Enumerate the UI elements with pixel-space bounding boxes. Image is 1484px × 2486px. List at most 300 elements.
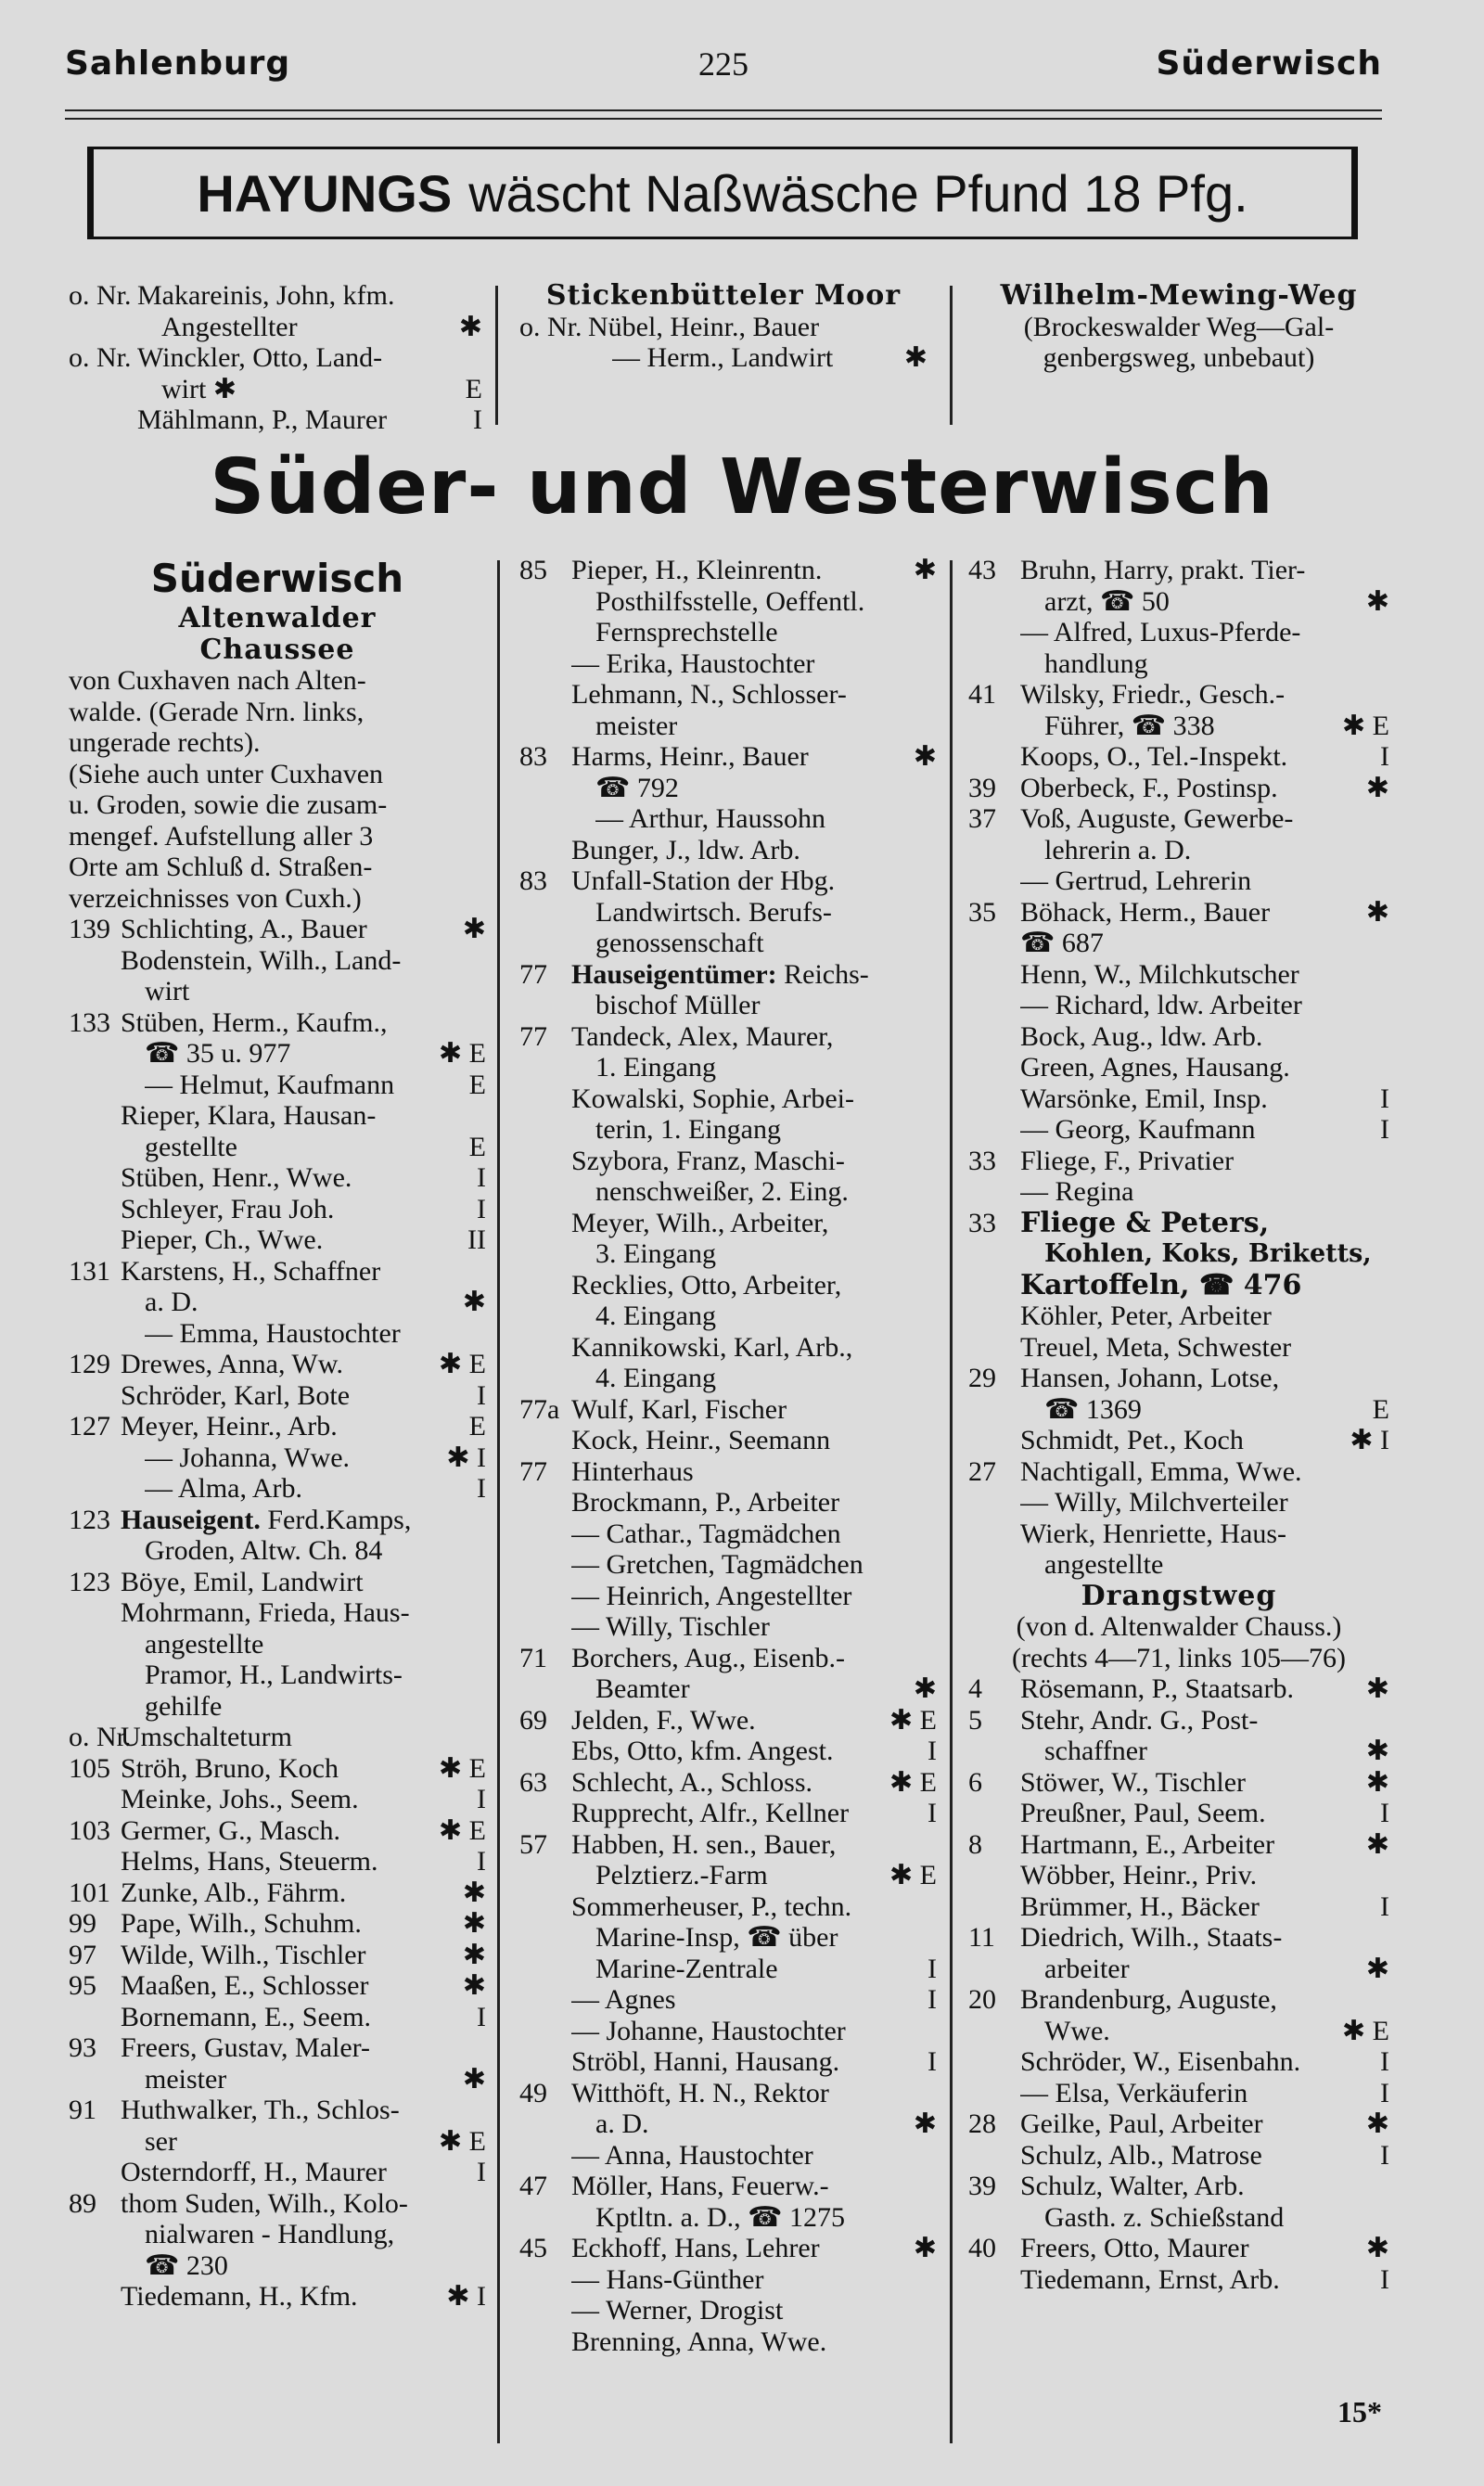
entry-text: Borchers, Aug., Eisenb.-: [571, 1642, 845, 1673]
entry-line: [519, 1021, 937, 1053]
entry-text: Winckler, Otto, Land-: [137, 342, 383, 373]
column-divider: [950, 560, 953, 2443]
entry-line: [69, 1753, 486, 1785]
entry-marker: ✱ E: [439, 1814, 486, 1846]
entry-text: meister: [145, 2063, 227, 2095]
entry-text: Posthilfsstelle, Oeffentl.: [595, 585, 865, 617]
house-number: 89: [69, 2187, 96, 2219]
entry-text: Angestellter: [161, 311, 298, 342]
entry-line: [69, 1784, 486, 1815]
entry-line: [69, 2095, 486, 2126]
entry-text: Meinke, Johs., Seem.: [121, 1784, 359, 1814]
entry-text: Treuel, Meta, Schwester: [1020, 1331, 1292, 1363]
entry-marker: I: [1380, 2139, 1389, 2171]
entry-text: Tiedemann, Ernst, Arb.: [1020, 2263, 1280, 2295]
house-number: 41: [968, 679, 996, 710]
entry-line: [519, 1456, 937, 1488]
entry-marker: I: [477, 1473, 486, 1504]
entry-text: Makareinis, John, kfm.: [137, 280, 395, 311]
entry-text: Kowalski, Sophie, Arbei-: [571, 1083, 854, 1114]
entry-line: [69, 1659, 486, 1691]
entry-text: Schleyer, Frau Joh.: [121, 1193, 335, 1224]
entry-text: genossenschaft: [595, 928, 764, 958]
entry-line: [519, 2264, 937, 2296]
entry-marker: I: [928, 1953, 937, 1984]
entry-line: [519, 1736, 937, 1767]
entry-line: [519, 1363, 937, 1394]
entry-line: [519, 1146, 937, 1177]
entry-line: [69, 2126, 486, 2158]
entry-marker: ✱ E: [889, 1766, 937, 1798]
entry-text: — Cathar., Tagmädchen: [571, 1518, 841, 1549]
entry-marker: ✱: [458, 311, 482, 342]
entry-line: [968, 1114, 1389, 1146]
note-line: Orte am Schluß d. Straßen-: [69, 852, 373, 882]
entry-line: [519, 1611, 937, 1643]
house-number: 43: [968, 555, 996, 585]
entry-text: Germer, G., Masch.: [121, 1814, 341, 1846]
entry-text: Diedrich, Wilh., Staats-: [1020, 1922, 1283, 1953]
entry-text: Wöbber, Heinr., Priv.: [1020, 1860, 1258, 1890]
entry-text: Jelden, F., Wwe.: [571, 1704, 756, 1736]
entry-line: [519, 2016, 937, 2047]
entry-line: [968, 2108, 1389, 2140]
entry-text: handlung: [1044, 647, 1148, 679]
entry-line: [519, 1549, 937, 1581]
entry-line: [69, 1597, 486, 1629]
entry-text: — Hans-Günther: [571, 2263, 764, 2295]
entry-marker: ✱: [462, 1908, 486, 1939]
entry-marker: ✱: [1365, 1766, 1389, 1798]
column-divider: [497, 560, 500, 2443]
ad-brand: HAYUNGS: [197, 163, 453, 223]
entry-line: [519, 617, 937, 648]
entry-marker: I: [477, 1846, 486, 1877]
entry-marker: ✱: [462, 1287, 486, 1317]
entry-line: [519, 2108, 937, 2140]
house-number: 97: [69, 1939, 96, 1970]
entry-line: [69, 2032, 486, 2064]
entry-marker: ✱: [462, 2063, 486, 2095]
entry-line: [519, 1301, 937, 1332]
column-divider: [495, 286, 498, 425]
entry-text: Groden, Altw. Ch. 84: [145, 1535, 383, 1566]
entry-line: [968, 2202, 1389, 2234]
entry-line: [968, 617, 1389, 648]
entry-marker: ✱: [913, 741, 937, 772]
entry-line: [968, 1146, 1389, 1177]
entry-line: [519, 1114, 937, 1146]
house-number: o. Nr.: [69, 280, 132, 311]
entry-text: ser: [145, 2125, 177, 2157]
entry-text: — Alma, Arb.: [145, 1473, 302, 1504]
entry-marker: ✱ I: [446, 2281, 486, 2312]
house-number: 47: [519, 2171, 547, 2201]
entry-line: [69, 2250, 486, 2282]
column-3: [968, 555, 1389, 2295]
entry-line: [519, 1673, 937, 1705]
entry-line: [519, 2233, 937, 2264]
entry-line: [968, 928, 1389, 959]
house-number: 95: [69, 1970, 96, 2001]
entry-text: wirt: [145, 976, 190, 1006]
entry-line: [968, 1238, 1389, 1270]
entry-line: [519, 312, 928, 343]
note-row: [69, 697, 486, 728]
entry-line: [519, 1922, 937, 1954]
entry-text: Landwirtsch. Berufs-: [595, 896, 832, 928]
entry-text: — Emma, Haustochter: [145, 1317, 401, 1349]
entry-line: [968, 835, 1389, 866]
entry-text: Nachtigall, Emma, Wwe.: [1020, 1455, 1302, 1487]
entry-text: Unfall-Station der Hbg.: [571, 865, 836, 896]
entry-marker: ✱: [1365, 585, 1389, 617]
house-number: 123: [69, 1566, 110, 1597]
entry-line: [69, 374, 482, 405]
entry-line: [519, 586, 937, 618]
entry-text: — Gretchen, Tagmädchen: [571, 1549, 864, 1580]
header-right: Süderwisch: [1156, 45, 1382, 83]
house-number: 27: [968, 1455, 996, 1487]
entry-text: Helms, Hans, Steuerm.: [121, 1846, 378, 1877]
entry-line: [519, 342, 928, 374]
entry-text: Sommerheuser, P., techn.: [571, 1890, 852, 1922]
house-number: 77a: [519, 1393, 560, 1425]
entry-marker: ✱ E: [889, 1860, 937, 1890]
top-column-2: [519, 280, 928, 374]
entry-marker: I: [477, 1193, 486, 1224]
entry-marker: I: [477, 1784, 486, 1814]
street-heading: Stickenbütteler Moor: [545, 279, 902, 312]
entry-marker: E: [468, 1069, 486, 1100]
entry-marker: ✱ E: [439, 2125, 486, 2157]
entry-text: ☎ 1369: [1044, 1393, 1142, 1425]
entry-text: Marine-Zentrale: [595, 1953, 778, 1984]
entry-text: Bornemann, E., Seem.: [121, 2001, 371, 2032]
entry-marker: I: [1380, 1890, 1389, 1922]
entry-text: Schröder, Karl, Bote: [121, 1379, 351, 1411]
entry-text: Preußner, Paul, Seem.: [1020, 1798, 1266, 1828]
house-number: 11: [968, 1922, 995, 1953]
entry-line: [968, 1549, 1389, 1581]
entry-text: Fernsprechstelle: [595, 617, 778, 647]
entry-line: [968, 586, 1389, 618]
entry-line: [519, 1270, 937, 1301]
entry-marker: I: [1380, 741, 1389, 772]
house-number: 131: [69, 1255, 110, 1287]
entry-line: [519, 2171, 937, 2202]
entry-text: ☎ 35 u. 977: [145, 1038, 291, 1069]
entry-line: [519, 1829, 937, 1861]
entry-line: [968, 2171, 1389, 2202]
entry-marker: ✱ I: [1350, 1425, 1389, 1455]
note-line: von Cuxhaven nach Alten-: [69, 665, 366, 696]
entry-line: [968, 865, 1389, 897]
entry-text: — Gertrud, Lehrerin: [1020, 865, 1252, 896]
entry-marker: II: [467, 1224, 486, 1255]
entry-line: [69, 2188, 486, 2220]
entry-marker: ✱ E: [889, 1704, 937, 1736]
entry-line: [968, 2046, 1389, 2078]
entry-line: [519, 1984, 937, 2016]
entry-text: Ströbl, Hanni, Hausang.: [571, 2046, 840, 2077]
page-number: 225: [698, 45, 748, 83]
entry-text: ☎ 792: [595, 772, 679, 803]
house-number: 123: [69, 1504, 110, 1535]
entry-line: [519, 803, 937, 835]
entry-text: ☎ 230: [145, 2249, 228, 2281]
house-number: 77: [519, 1455, 547, 1487]
entry-text: Fliege, F., Privatier: [1020, 1145, 1235, 1176]
entry-line: [968, 1363, 1389, 1394]
house-number: 5: [968, 1704, 982, 1736]
entry-text: Beamter: [595, 1673, 690, 1704]
house-number: 83: [519, 741, 547, 772]
entry-marker: I: [1380, 1114, 1389, 1145]
entry-marker: ✱: [462, 914, 486, 944]
entry-text: — Agnes: [571, 1984, 676, 2015]
house-number: 129: [69, 1349, 110, 1379]
entry-text: 4. Eingang: [595, 1363, 716, 1393]
entry-line: [69, 1691, 486, 1723]
entry-text: Marine-Insp, ☎ über: [595, 1922, 838, 1953]
column-2: [519, 555, 937, 2357]
entry-line: [968, 1922, 1389, 1954]
entry-marker: E: [465, 373, 482, 404]
entry-text: Hauseigentümer: Reichs-: [571, 958, 869, 990]
entry-text: Stehr, Andr. G., Post-: [1020, 1704, 1259, 1736]
entry-text: Wwe.: [1044, 2015, 1110, 2046]
entry-text: wirt ✱: [161, 373, 237, 404]
advertisement-box: [87, 147, 1358, 239]
entry-line: [69, 1473, 486, 1505]
entry-text: Rieper, Klara, Hausan-: [121, 1100, 377, 1131]
district-heading: Süderwisch: [150, 556, 404, 601]
entry-marker: ✱ E: [439, 1349, 486, 1379]
entry-line: [69, 1132, 486, 1163]
entry-line: [69, 1815, 486, 1847]
house-number: 133: [69, 1006, 110, 1038]
entry-marker: ✱ E: [439, 1038, 486, 1069]
entry-line: [69, 1722, 486, 1753]
entry-text: Maaßen, E., Schlosser: [121, 1970, 369, 2001]
entry-marker: I: [477, 2157, 486, 2187]
entry-marker: I: [1380, 2046, 1389, 2077]
entry-marker: E: [468, 1131, 486, 1162]
entry-text: Tiedemann, H., Kfm.: [121, 2281, 358, 2312]
entry-line: [968, 1705, 1389, 1736]
entry-line: [69, 1256, 486, 1288]
note-line: (Siehe auch unter Cuxhaven: [69, 758, 384, 789]
entry-text: a. D.: [145, 1287, 198, 1317]
entry-text: — Heinrich, Angestellter: [571, 1580, 852, 1611]
entry-line: [968, 679, 1389, 711]
entry-text: schaffner: [1044, 1736, 1148, 1766]
entry-text: Mohrmann, Frieda, Haus-: [121, 1597, 410, 1628]
entry-line: [519, 2078, 937, 2109]
entry-line: [69, 2157, 486, 2188]
entry-text: Führer, ☎ 338: [1044, 710, 1215, 741]
entry-text: — Johanna, Wwe.: [145, 1442, 351, 1473]
entry-line: [519, 2046, 937, 2078]
entry-text: — Johanne, Haustochter: [571, 2015, 846, 2046]
entry-line: [69, 2281, 486, 2313]
entry-marker: ✱: [462, 1877, 486, 1908]
entry-line: [968, 1860, 1389, 1891]
entry-text: 4. Eingang: [595, 1301, 716, 1331]
entry-marker: ✱: [462, 1970, 486, 2001]
entry-text: — Werner, Drogist: [571, 2295, 784, 2326]
entry-line: [69, 1411, 486, 1442]
entry-marker: I: [477, 1162, 486, 1193]
entry-text: Brandenburg, Auguste,: [1020, 1984, 1277, 2015]
entry-text: Voß, Auguste, Gewerbe-: [1020, 803, 1294, 834]
entry-text: Pieper, Ch., Wwe.: [121, 1224, 324, 1255]
entry-text: Möller, Hans, Feuerw.-: [571, 2171, 829, 2201]
entry-line: [968, 1954, 1389, 1985]
entry-line: [69, 914, 486, 945]
entry-text: Brockmann, P., Arbeiter: [571, 1487, 840, 1518]
house-number: 77: [519, 1020, 547, 1052]
entry-text: Brümmer, H., Bäcker: [1020, 1890, 1260, 1922]
entry-text: lehrerin a. D.: [1044, 834, 1192, 865]
house-number: 37: [968, 803, 996, 834]
note-line: (Brockeswalder Weg—Gal-: [1023, 311, 1335, 342]
entry-line: [69, 1318, 486, 1350]
entry-line: [519, 1083, 937, 1115]
entry-line: [69, 1908, 486, 1940]
entry-text: Wierk, Henriette, Haus-: [1020, 1518, 1287, 1549]
house-number: 28: [968, 2108, 996, 2139]
house-number: 45: [519, 2233, 547, 2263]
entry-line: [968, 1736, 1389, 1767]
entry-line: [519, 865, 937, 897]
entry-marker: ✱: [1365, 1736, 1389, 1766]
entry-text: ☎ 687: [1020, 928, 1104, 958]
entry-text: Witthöft, H. N., Rektor: [571, 2077, 829, 2108]
entry-line: [519, 555, 937, 586]
house-number: o. Nr.: [519, 311, 582, 342]
entry-text: — Regina: [1020, 1176, 1134, 1207]
entry-line: [519, 990, 937, 1021]
entry-text: Tandeck, Alex, Maurer,: [571, 1020, 834, 1052]
note-row: [69, 883, 486, 915]
entry-text: Bodenstein, Wilh., Land-: [121, 944, 402, 976]
entry-line: [519, 1487, 937, 1519]
top-column-1: [69, 280, 482, 436]
entry-line: [519, 773, 937, 804]
entry-line: [69, 342, 482, 374]
note-row: [69, 727, 486, 759]
entry-line: [69, 1442, 486, 1474]
house-number: 105: [69, 1752, 110, 1784]
entry-line: [968, 1394, 1389, 1426]
entry-line: [968, 555, 1389, 586]
entry-marker: ✱: [1365, 772, 1389, 803]
entry-text: Drewes, Anna, Ww.: [121, 1349, 343, 1379]
entry-line: [519, 1891, 937, 1923]
entry-text: nenschweißer, 2. Eing.: [595, 1176, 849, 1207]
entry-text: nialwaren - Handlung,: [145, 2219, 395, 2249]
column-divider: [950, 286, 953, 425]
entry-line: [519, 1208, 937, 1239]
entry-line: [69, 404, 482, 436]
note-row: [69, 665, 486, 697]
street-heading: Altenwalder: [178, 602, 377, 634]
entry-line: [968, 1021, 1389, 1053]
entry-marker: I: [1380, 1083, 1389, 1114]
entry-marker: I: [477, 2001, 486, 2032]
entry-line: [968, 1301, 1389, 1332]
entry-line: [968, 648, 1389, 680]
entry-line: [968, 711, 1389, 742]
entry-text: Gasth. z. Schießstand: [1044, 2201, 1285, 2233]
entry-text: Kohlen, Koks, Briketts,: [1044, 1239, 1372, 1268]
entry-text: Schulz, Walter, Arb.: [1020, 2171, 1245, 2201]
entry-text: Hartmann, E., Arbeiter: [1020, 1828, 1275, 1860]
entry-text: Geilke, Paul, Arbeiter: [1020, 2108, 1263, 2139]
house-number: 33: [968, 1145, 996, 1176]
entry-line: [968, 741, 1389, 773]
entry-text: gestellte: [145, 1131, 237, 1162]
header-rule-1: [65, 109, 1382, 111]
entry-line: [519, 1332, 937, 1364]
entry-text: Pelztierz.-Farm: [595, 1860, 768, 1890]
entry-text: — Richard, ldw. Arbeiter: [1020, 990, 1302, 1020]
entry-marker: ✱: [903, 342, 928, 373]
note-row: [69, 759, 486, 790]
entry-text: Böhack, Herm., Bauer: [1020, 896, 1271, 928]
entry-text: a. D.: [595, 2108, 649, 2139]
house-number: 71: [519, 1642, 547, 1673]
entry-line: [519, 648, 937, 680]
entry-line: [519, 711, 937, 742]
entry-text: Kock, Heinr., Seemann: [571, 1425, 831, 1455]
house-number: 91: [69, 2095, 96, 2125]
entry-line: [69, 2064, 486, 2095]
entry-line: [519, 1425, 937, 1456]
entry-line: [519, 1394, 937, 1426]
entry-line: [968, 1984, 1389, 2016]
entry-text: Schulz, Alb., Matrose: [1020, 2139, 1262, 2171]
entry-marker: E: [1372, 1393, 1389, 1425]
entry-text: Recklies, Otto, Arbeiter,: [571, 1269, 842, 1301]
entry-line: [69, 1194, 486, 1225]
entry-text: — Elsa, Verkäuferin: [1020, 2077, 1248, 2108]
entry-text: Habben, H. sen., Bauer,: [571, 1828, 837, 1860]
entry-text: Stüben, Herm., Kaufm.,: [121, 1006, 388, 1038]
house-number: 103: [69, 1814, 110, 1846]
entry-line: [519, 2326, 937, 2358]
entry-line: [519, 1643, 937, 1674]
entry-line: [519, 1954, 937, 1985]
note-line: u. Groden, sowie die zusam-: [69, 789, 388, 820]
running-header: [65, 45, 1382, 100]
top-column-3: [968, 280, 1389, 374]
entry-line: [519, 1581, 937, 1612]
note-line: (von d. Altenwalder Chauss.): [1016, 1611, 1342, 1642]
house-number: 29: [968, 1363, 996, 1393]
entry-line: [968, 2078, 1389, 2109]
house-number: 77: [519, 958, 547, 990]
entry-line: [69, 1877, 486, 1909]
entry-line: [69, 2002, 486, 2033]
entry-line: [519, 1176, 937, 1208]
entry-marker: ✱: [1365, 2233, 1389, 2263]
entry-line: [69, 1070, 486, 1101]
entry-line: [519, 959, 937, 991]
entry-text: thom Suden, Wilh., Kolo-: [121, 2187, 408, 2219]
